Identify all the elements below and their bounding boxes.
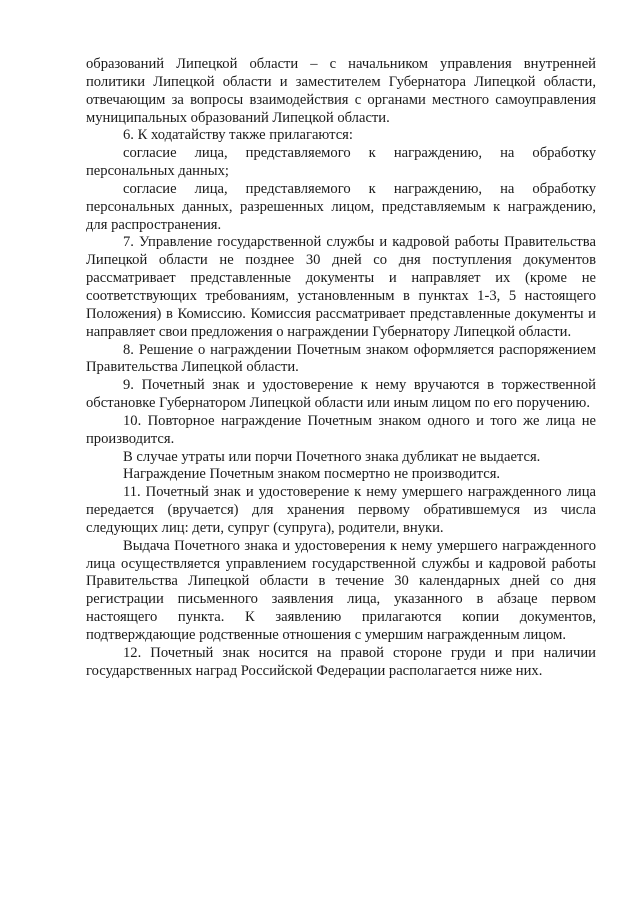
paragraph-6: 6. К ходатайству также прилагаются: [123, 127, 353, 144]
paragraph-11-issuance: Выдача Почетного знака и удостоверения к нему умершего награжденного лица осуществляется управлением государственной службы и кадровой работы Правительства Липецкой области в течение 30 календарных дней со дня регистрации письменного заявления лица, указанного в абзаце первом настоящего пункта. К заявлению прилагаются копии документов, подтверждающие родственные отношения с умершим награжденным лицом. [86, 537, 596, 643]
paragraph-8: 8. Решение о награждении Почетным знаком оформляется распоряжением Правительства Липецкой области. [86, 341, 596, 376]
paragraph-6-consent-distribution: согласие лица, представляемого к награждению, на обработку персональных данных, разрешенных лицом, представляемым к награждению, для распространения. [86, 180, 596, 233]
paragraph-12: 12. Почетный знак носится на правой стороне груди и при наличии государственных наград Российской Федерации располагается ниже них. [86, 644, 596, 679]
paragraph-11: 11. Почетный знак и удостоверение к нему умершего награжденного лица передается (вручается) для хранения первому обратившемуся из числа следующих лиц: дети, супруг (супруга), родители, внуки. [86, 484, 596, 536]
paragraph-continuation: образований Липецкой области – с начальником управления внутренней политики Липецкой области и заместителем Губернатора Липецкой области, отвечающим за вопросы взаимодействия с органами местного самоуправления муниципальных образований Липецкой области. [86, 56, 596, 126]
paragraph-9: 9. Почетный знак и удостоверение к нему вручаются в торжественной обстановке Губернатором Липецкой области или иным лицом по его поручению. [86, 377, 596, 412]
paragraph-7: 7. Управление государственной службы и кадровой работы Правительства Липецкой области не позднее 30 дней со дня поступления документов рассматривает представленные документы и направляет их (кроме не соответствующих требованиям, установленным в пунктах 1-3, 5 настоящего Положения) в Комиссию. Комиссия рассматривает представленные документы и направляет свои предложения о награждении Губернатору Липецкой области. [86, 234, 596, 340]
paragraph-10-duplicate: В случае утраты или порчи Почетного знака дубликат не выдается. [123, 448, 541, 465]
paragraph-6-consent-personal-data: согласие лица, представляемого к награждению, на обработку персональных данных; [86, 145, 596, 180]
document-page [86, 56, 596, 681]
paragraph-10: 10. Повторное награждение Почетным знаком одного и того же лица не производится. [86, 412, 596, 447]
paragraph-10-posthumous: Награждение Почетным знаком посмертно не производится. [123, 466, 501, 483]
